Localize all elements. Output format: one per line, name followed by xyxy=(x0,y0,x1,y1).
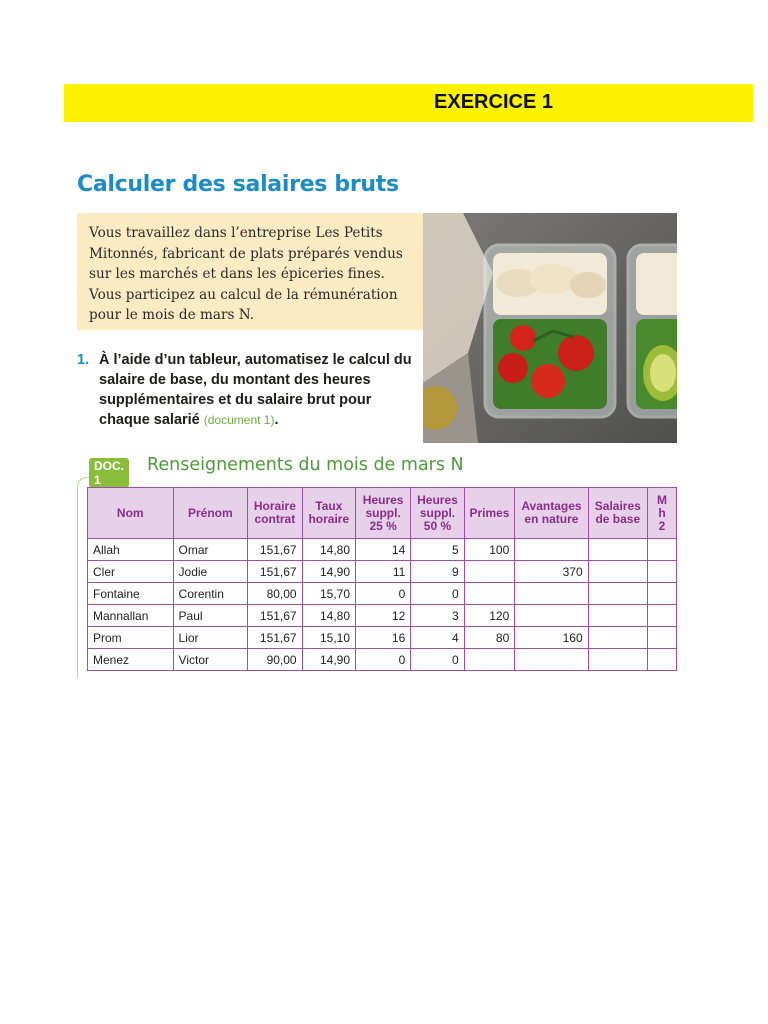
table-cell: 14,80 xyxy=(302,605,355,627)
table-cell xyxy=(647,583,676,605)
table-cell: 14 xyxy=(356,539,411,561)
table-cell xyxy=(588,649,647,671)
table-header-row xyxy=(88,488,677,539)
column-header-line: suppl. xyxy=(419,505,456,520)
table-cell xyxy=(647,649,676,671)
table-row xyxy=(88,539,677,561)
column-header-line: M xyxy=(656,492,667,507)
table-cell xyxy=(647,539,676,561)
table-cell: 5 xyxy=(411,539,464,561)
question-end: . xyxy=(274,412,279,428)
table-cell: Mannallan xyxy=(88,605,174,627)
table-cell xyxy=(588,561,647,583)
table-cell xyxy=(647,627,676,649)
column-header-line: Salaires xyxy=(594,499,641,513)
table-cell: 80,00 xyxy=(248,583,302,605)
column-header-line: Prénom xyxy=(187,505,233,520)
column-header-line: 50 % xyxy=(423,518,452,533)
table-cell xyxy=(515,539,588,561)
table-row xyxy=(88,627,677,649)
question-text: À l’aide d’un tableur, automatisez le calcul du salaire de base, du montant des heures supplémentaires et du salaire brut pour chaque salarié xyxy=(99,352,412,428)
table-cell: Jodie xyxy=(173,561,248,583)
column-header xyxy=(302,488,355,539)
table-cell xyxy=(588,583,647,605)
table-cell xyxy=(588,605,647,627)
column-header xyxy=(464,488,515,539)
table-cell xyxy=(464,583,515,605)
intro-text: Vous travaillez dans l’entreprise Les Petits Mitonnés, fabricant de plats préparés vendus sur les marchés et dans les épiceries fines. Vous participez au calcul de la rémunération pour le mois de mars N. xyxy=(89,225,403,323)
table-cell: Victor xyxy=(173,649,248,671)
table-cell: Lior xyxy=(173,627,248,649)
document-reference: (document 1) xyxy=(203,413,275,427)
table-cell: 16 xyxy=(356,627,411,649)
column-header-line: 25 % xyxy=(369,518,397,533)
data-table-container xyxy=(87,487,677,673)
column-header-line: Avantages xyxy=(521,499,582,513)
column-header-line: 2 xyxy=(658,518,666,533)
column-header xyxy=(356,488,411,539)
table-cell xyxy=(515,583,588,605)
intro-box xyxy=(77,213,423,330)
document-badge: DOC. 1 xyxy=(89,458,129,488)
column-header-line: Heures xyxy=(417,492,458,507)
table-cell: 0 xyxy=(356,583,411,605)
section-title: Calculer des salaires bruts xyxy=(77,172,399,197)
column-header-line: Taux xyxy=(315,499,343,513)
table-cell: 15,70 xyxy=(302,583,355,605)
table-cell: Fontaine xyxy=(88,583,174,605)
table-cell: 151,67 xyxy=(248,539,302,561)
table-row xyxy=(88,649,677,671)
table-cell xyxy=(588,627,647,649)
column-header xyxy=(248,488,302,539)
table-cell: 14,90 xyxy=(302,561,355,583)
table-cell: Cler xyxy=(88,561,174,583)
table-cell: 12 xyxy=(356,605,411,627)
table-cell: 9 xyxy=(411,561,464,583)
table-cell: Allah xyxy=(88,539,174,561)
table-cell: 370 xyxy=(515,561,588,583)
table-cell xyxy=(647,605,676,627)
table-cell: Prom xyxy=(88,627,174,649)
table-cell: 151,67 xyxy=(248,561,302,583)
table-row xyxy=(88,583,677,605)
column-header-line: Primes xyxy=(469,505,510,520)
table-cell: 80 xyxy=(464,627,515,649)
question-text-wrap xyxy=(77,350,422,430)
table-row xyxy=(88,605,677,627)
document-title: Renseignements du mois de mars N xyxy=(147,455,464,475)
column-header xyxy=(647,488,676,539)
meal-prep-photo xyxy=(423,213,677,443)
table-cell: 11 xyxy=(356,561,411,583)
table-cell: 120 xyxy=(464,605,515,627)
table-cell xyxy=(647,561,676,583)
column-header-line: en nature xyxy=(524,512,579,526)
table-cell: 90,00 xyxy=(248,649,302,671)
question-1 xyxy=(77,350,422,430)
column-header-line: horaire xyxy=(308,512,350,526)
table-cell: Paul xyxy=(173,605,248,627)
table-cell xyxy=(464,649,515,671)
table-cell xyxy=(588,539,647,561)
table-cell xyxy=(515,605,588,627)
table-cell: 14,80 xyxy=(302,539,355,561)
table-cell: 14,90 xyxy=(302,649,355,671)
table-cell: 0 xyxy=(411,649,464,671)
column-header xyxy=(88,488,174,539)
column-header-line: Heures xyxy=(362,492,404,507)
table-cell: Omar xyxy=(173,539,248,561)
table-cell xyxy=(515,649,588,671)
table-cell: 151,67 xyxy=(248,627,302,649)
table-cell: 151,67 xyxy=(248,605,302,627)
table-cell: 0 xyxy=(356,649,411,671)
table-cell: Menez xyxy=(88,649,174,671)
column-header-line: h xyxy=(658,505,666,520)
column-header-line: contrat xyxy=(254,512,296,526)
column-header-line: suppl. xyxy=(365,505,401,520)
column-header xyxy=(411,488,464,539)
table-cell: 0 xyxy=(411,583,464,605)
question-number: 1. xyxy=(77,352,90,368)
table-cell: 15,10 xyxy=(302,627,355,649)
meal-prep-image xyxy=(423,213,677,443)
exercise-title: EXERCICE 1 xyxy=(434,91,553,113)
column-header-line: Horaire xyxy=(253,499,296,513)
column-header xyxy=(588,488,647,539)
table-row xyxy=(88,561,677,583)
exercise-banner xyxy=(64,84,753,122)
column-header xyxy=(173,488,248,539)
column-header-line: Nom xyxy=(116,505,144,520)
table-cell: Corentin xyxy=(173,583,248,605)
table-cell: 100 xyxy=(464,539,515,561)
data-table xyxy=(87,487,677,671)
table-cell: 4 xyxy=(411,627,464,649)
column-header-line: de base xyxy=(595,512,641,526)
table-cell: 3 xyxy=(411,605,464,627)
column-header xyxy=(515,488,588,539)
table-cell: 160 xyxy=(515,627,588,649)
table-cell xyxy=(464,561,515,583)
